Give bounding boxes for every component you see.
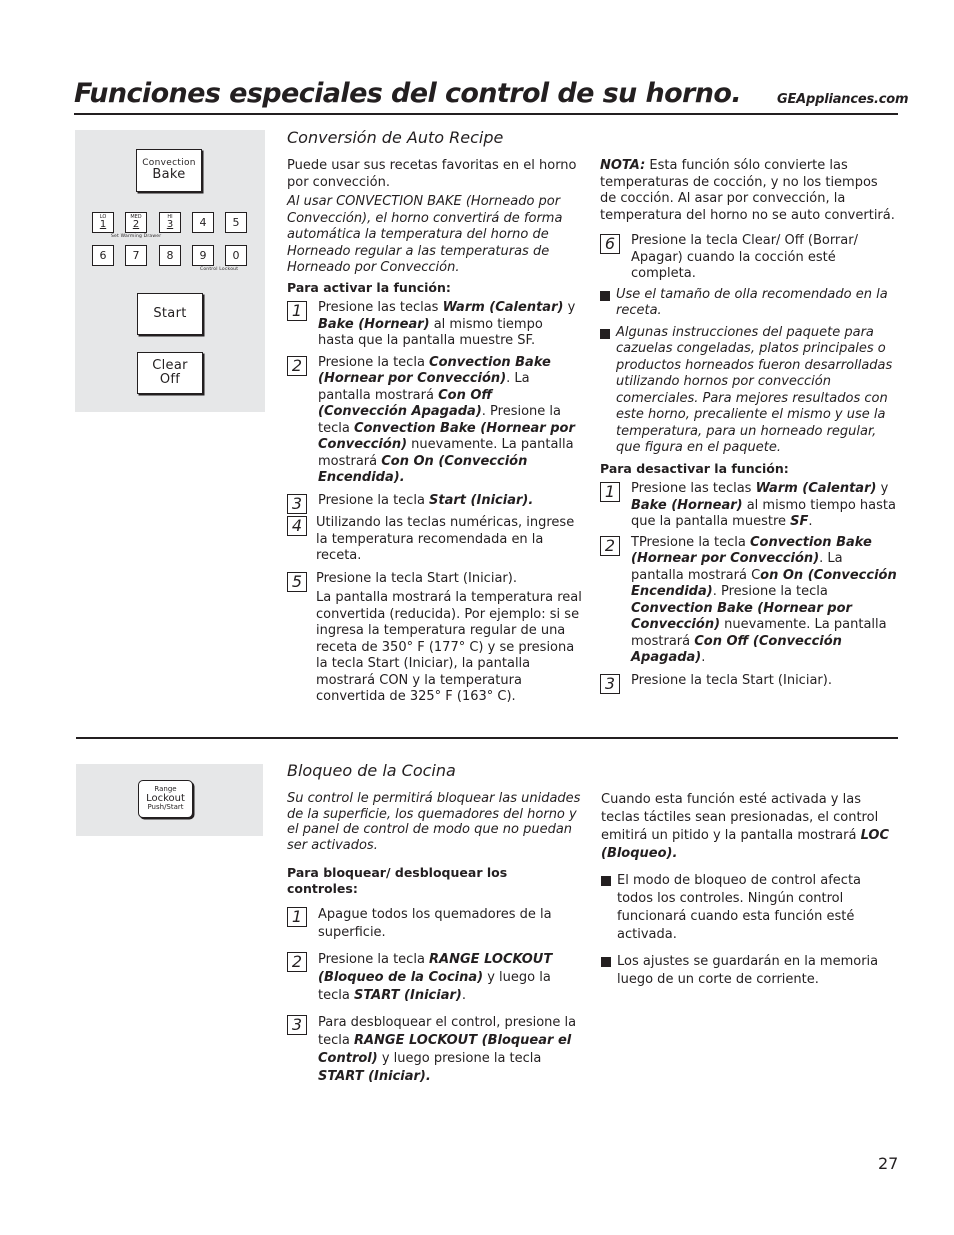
step-number: 1: [287, 907, 307, 927]
num-key-6[interactable]: 6: [92, 245, 114, 266]
lockout-description: Cuando esta función esté activada y las teclas táctiles sean presionadas, el control emitirá un pitido y la pantalla mostrará LOC (Bloqueo).: [601, 792, 889, 861]
key-label: Clear: [152, 358, 188, 374]
header-rule: [74, 113, 898, 115]
num-key-0[interactable]: 0: [225, 245, 247, 266]
num-key-2[interactable]: MED 2: [125, 212, 147, 233]
step-6: 6 Presione la tecla Clear/ Off (Borrar/ Apagar) cuando la cocción esté completa.: [600, 233, 898, 283]
step-number: 3: [600, 674, 620, 694]
section1-middle-column: [287, 158, 582, 706]
activate-step-2: 2 Presione la tecla Convection Bake (Hornear por Convección). La pantalla mostrará Con Off (Convección Apagada). Presione la tecla Convection Bake (Hornear por Convección) nuevamente. La pantalla mostrará Con On (Convección Encendida).: [287, 355, 582, 487]
activate-step-5: 5 Presione la tecla Start (Iniciar). La pantalla mostrará la temperatura real convertida (reducida). Por ejemplo: si se ingresa la temperatura regular de una receta de 350° F (177° C) y se presiona la tecla Start (Iniciar), la pantalla mostrará CON y la temperatura convertida de 325° F (163° C).: [287, 571, 582, 706]
bullet-square: [601, 957, 611, 967]
step-number: 6: [600, 234, 620, 254]
intro-text: Puede usar sus recetas favoritas en el horno por convección.: [287, 158, 577, 190]
step-number: 3: [287, 494, 307, 514]
activate-step-4: 4 Utilizando las teclas numéricas, ingrese la temperatura recomendada en la receta.: [287, 515, 582, 565]
tip-bullet: Use el tamaño de olla recomendado en la receta.: [600, 287, 898, 320]
keypad-panel: [75, 130, 265, 412]
num-key-3[interactable]: HI 3: [159, 212, 181, 233]
key-label: Range: [154, 785, 177, 794]
range-lockout-panel: [76, 764, 263, 836]
section1-right-column: [600, 158, 898, 693]
clear-off-key[interactable]: [137, 352, 203, 394]
step-number: 2: [287, 356, 307, 376]
num-key-4[interactable]: 4: [192, 212, 214, 233]
activate-step-3: 3 Presione la tecla Start (Iniciar).: [287, 493, 582, 510]
step-number: 2: [287, 952, 307, 972]
num-key-9[interactable]: 9: [192, 245, 214, 266]
step-number: 5: [287, 572, 307, 592]
range-lockout-key[interactable]: [138, 780, 193, 818]
section-divider: [76, 737, 898, 739]
step-number: 1: [287, 301, 307, 321]
step-number: 2: [600, 536, 620, 556]
deactivate-heading: Para desactivar la función:: [600, 460, 789, 476]
key-label: Convection: [142, 157, 196, 168]
start-key[interactable]: [137, 293, 203, 335]
site-url: GEAppliances.com: [777, 92, 909, 107]
num-key-1[interactable]: LO 1: [92, 212, 114, 233]
activate-step-1: 1 Presione las teclas Warm (Calentar) y Bake (Hornear) al mismo tiempo hasta que la pantalla muestre SF.: [287, 300, 582, 350]
step-number: 4: [287, 516, 307, 536]
key-label: Bake: [152, 167, 186, 183]
step-number: 3: [287, 1015, 307, 1035]
lockout-step-1: 1 Apague todos los quemadores de la superficie.: [287, 906, 582, 942]
deactivate-step-3: 3 Presione la tecla Start (Iniciar).: [600, 673, 898, 690]
lockout-heading: Para bloquear/ desbloquear los controles:: [287, 865, 508, 896]
bullet-square: [601, 876, 611, 886]
bullet-square: [600, 329, 610, 339]
step-number: 1: [600, 482, 620, 502]
lockout-step-3: 3 Para desbloquear el control, presione la tecla RANGE LOCKOUT (Bloquear el Control) y luego presione la tecla START (Iniciar).: [287, 1014, 582, 1086]
section-title-auto-recipe: Conversión de Auto Recipe: [287, 128, 504, 147]
convection-bake-key[interactable]: [136, 149, 202, 192]
activate-heading: Para activar la función:: [287, 279, 451, 295]
note: NOTA: Esta función sólo convierte las temperaturas de cocción, y no los tiempos de cocción. Al asar por convección, la temperatura del horno no se auto convertirá.: [600, 158, 895, 223]
section-title-range-lockout: Bloqueo de la Cocina: [287, 761, 456, 780]
intro-italic: Al usar CONVECTION BAKE (Horneado por Convección), el horno convertirá de forma automática la temperatura del horno de Horneado regular a las temperaturas de Horneado por Convección.: [287, 194, 563, 275]
deactivate-step-1: 1 Presione las teclas Warm (Calentar) y Bake (Hornear) al mismo tiempo hasta que la pantalla muestre SF.: [600, 481, 898, 531]
page-number: 27: [878, 1154, 899, 1173]
key-label: Push/Start: [147, 803, 184, 812]
lockout-bullet: Los ajustes se guardarán en la memoria luego de un corte de corriente.: [601, 953, 898, 989]
lockout-bullet: El modo de bloqueo de control afecta todos los controles. Ningún control funcionará cuando esta función esté activada.: [601, 872, 898, 944]
control-lockout-label: Control Lockout: [200, 267, 239, 272]
bullet-square: [600, 291, 610, 301]
page-title: Funciones especiales del control de su horno.: [74, 78, 741, 109]
set-warming-drawer-label: Set Warming Drawer: [111, 234, 162, 239]
deactivate-step-2: 2 TPresione la tecla Convection Bake (Hornear por Convección). La pantalla mostrará Con On (Convección Encendida). Presione la tecla Convection Bake (Hornear por Convección) nuevamente. La pantalla mostrará Con Off (Convección Apagada).: [600, 535, 898, 667]
num-key-5[interactable]: 5: [225, 212, 247, 233]
section2-right-column: [601, 791, 898, 989]
num-key-8[interactable]: 8: [159, 245, 181, 266]
key-label: Off: [159, 372, 181, 387]
tip-bullet: Algunas instrucciones del paquete para cazuelas congeladas, platos principales o productos horneados fueron desarrolladas utilizando hornos por convección comerciales. Para mejores resultados con este horno, precaliente el mismo y use la temperatura, para un horneado regular, que figura en el paquete.: [600, 325, 898, 457]
lockout-step-2: 2 Presione la tecla RANGE LOCKOUT (Bloqueo de la Cocina) y luego la tecla START (Iniciar).: [287, 951, 582, 1005]
section2-middle-column: [287, 791, 582, 1086]
lockout-intro: Su control le permitirá bloquear las unidades de la superficie, los quemadores del horno y el panel de control de modo que no puedan ser activados.: [287, 791, 581, 853]
key-label: Start: [153, 306, 187, 322]
key-label: Lockout: [146, 792, 185, 804]
num-key-7[interactable]: 7: [125, 245, 147, 266]
